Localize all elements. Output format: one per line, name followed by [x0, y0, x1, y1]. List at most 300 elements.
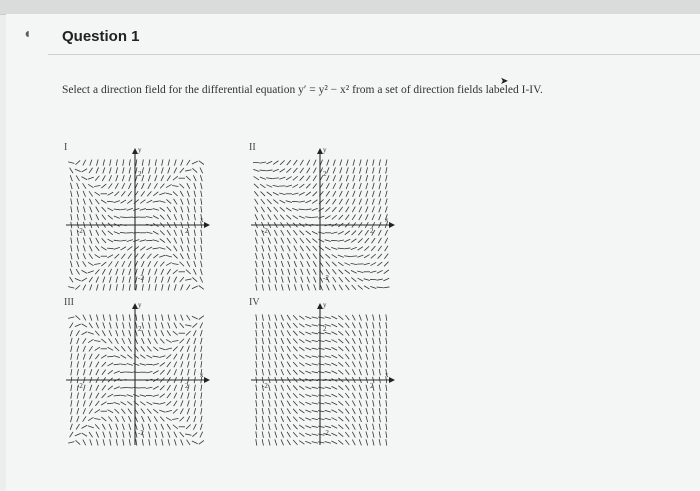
- slope-segment: [155, 439, 156, 445]
- slope-segment: [312, 371, 318, 372]
- slope-segment: [166, 199, 171, 203]
- slope-segment: [110, 284, 111, 290]
- slope-segment: [305, 200, 311, 203]
- slope-segment: [352, 214, 355, 219]
- slope-segment: [286, 177, 291, 180]
- slope-segment: [121, 409, 125, 414]
- slope-segment: [168, 432, 170, 438]
- slope-segment: [187, 408, 189, 414]
- slope-segment: [359, 416, 361, 422]
- slope-segment: [194, 230, 195, 236]
- slope-segment: [186, 176, 191, 180]
- slope-segment: [133, 372, 139, 373]
- slope-segment: [338, 240, 344, 241]
- slope-segment: [96, 369, 99, 375]
- slope-segment: [371, 238, 375, 243]
- slope-segment: [331, 425, 337, 428]
- slope-segment: [281, 439, 284, 445]
- slope-segment: [135, 175, 137, 181]
- slope-segment: [345, 416, 349, 421]
- slope-segment: [332, 254, 337, 257]
- slope-segment: [325, 254, 330, 258]
- slope-segment: [379, 175, 381, 181]
- slope-segment: [299, 370, 304, 374]
- slope-segment: [275, 261, 277, 267]
- slope-segment: [90, 369, 92, 375]
- slope-segment: [148, 330, 150, 336]
- slope-segment: [306, 184, 310, 189]
- slope-segment: [174, 315, 176, 321]
- slope-segment: [71, 346, 72, 352]
- slope-segment: [293, 417, 297, 422]
- slope-segment: [129, 322, 130, 328]
- slope-segment: [300, 253, 303, 259]
- slope-segment: [373, 416, 374, 422]
- slope-segment: [108, 370, 113, 374]
- question-title: Question 1: [62, 28, 140, 45]
- slope-segment: [326, 191, 330, 196]
- slope-segment: [153, 371, 159, 374]
- slope-segment: [114, 395, 120, 396]
- slope-segment: [359, 385, 361, 391]
- slope-segment: [353, 191, 355, 197]
- question-flag-icon[interactable]: ◖: [22, 25, 32, 41]
- direction-field-II[interactable]: [245, 140, 395, 295]
- slope-segment: [123, 314, 124, 320]
- slope-segment: [83, 400, 85, 406]
- slope-segment: [193, 424, 196, 430]
- slope-segment: [153, 201, 159, 202]
- slope-segment: [292, 208, 298, 210]
- slope-segment: [194, 245, 195, 251]
- slope-segment: [255, 214, 258, 220]
- slope-segment: [365, 230, 369, 235]
- slope-segment: [129, 439, 130, 445]
- slope-segment: [102, 175, 105, 181]
- slope-segment: [129, 431, 130, 437]
- slope-segment: [88, 417, 93, 420]
- slope-segment: [281, 385, 284, 391]
- slope-segment: [166, 354, 171, 358]
- slope-segment: [299, 347, 304, 351]
- slope-segment: [167, 269, 170, 274]
- x-tick-label: -2: [77, 227, 83, 235]
- slope-segment: [201, 416, 202, 422]
- slope-segment: [269, 322, 271, 328]
- slope-segment: [300, 160, 303, 166]
- x-arrow: [204, 377, 210, 383]
- slope-segment: [385, 246, 388, 251]
- slope-segment: [155, 269, 157, 275]
- slope-segment: [77, 392, 78, 398]
- slope-segment: [268, 238, 270, 244]
- slope-segment: [254, 176, 259, 179]
- slope-segment: [331, 433, 337, 436]
- slope-segment: [83, 385, 85, 391]
- slope-segment: [305, 387, 311, 389]
- slope-segment: [199, 161, 204, 165]
- slope-segment: [386, 167, 387, 173]
- slope-segment: [149, 167, 151, 173]
- slope-segment: [370, 262, 376, 265]
- slope-segment: [155, 284, 156, 290]
- slope-segment: [103, 322, 105, 328]
- slope-segment: [262, 408, 263, 414]
- slope-segment: [83, 440, 86, 446]
- slope-segment: [174, 277, 177, 283]
- slope-segment: [379, 159, 380, 165]
- slope-segment: [181, 284, 183, 290]
- slope-segment: [331, 363, 337, 366]
- slope-segment: [359, 206, 362, 212]
- slope-segment: [275, 416, 277, 422]
- slope-segment: [262, 361, 263, 367]
- slope-segment: [262, 261, 264, 267]
- slope-segment: [352, 346, 355, 352]
- slope-segment: [114, 402, 120, 404]
- slope-segment: [180, 432, 184, 437]
- slope-segment: [102, 362, 106, 367]
- slope-segment: [77, 400, 79, 406]
- slope-segment: [153, 231, 159, 234]
- slope-segment: [260, 184, 265, 188]
- slope-segment: [70, 269, 72, 275]
- slope-segment: [359, 322, 361, 328]
- slope-segment: [305, 426, 311, 428]
- slope-segment: [345, 370, 349, 375]
- slope-segment: [133, 395, 139, 397]
- slope-segment: [287, 315, 290, 320]
- slope-segment: [146, 355, 152, 358]
- slope-segment: [194, 338, 196, 344]
- direction-field-IV[interactable]: [245, 295, 395, 450]
- slope-segment: [75, 433, 81, 436]
- slope-segment: [70, 175, 72, 181]
- slope-segment: [180, 323, 184, 328]
- slope-segment: [325, 356, 331, 358]
- slope-segment: [359, 346, 361, 352]
- slope-segment: [173, 254, 178, 258]
- slope-segment: [318, 395, 324, 396]
- slope-segment: [135, 269, 137, 275]
- slope-segment: [379, 346, 380, 352]
- slope-segment: [122, 424, 124, 430]
- slope-segment: [160, 207, 165, 211]
- slope-segment: [256, 276, 257, 282]
- slope-segment: [305, 217, 311, 218]
- slope-segment: [379, 338, 380, 344]
- slope-segment: [325, 348, 331, 350]
- slope-segment: [273, 161, 278, 165]
- slope-segment: [333, 285, 336, 291]
- slope-segment: [146, 387, 152, 388]
- slope-segment: [305, 394, 311, 396]
- slope-segment: [120, 387, 126, 388]
- slope-segment: [77, 408, 79, 414]
- slope-segment: [172, 186, 178, 187]
- slope-segment: [273, 200, 278, 204]
- slope-segment: [267, 199, 271, 204]
- slope-segment: [339, 277, 343, 282]
- slope-segment: [307, 160, 310, 166]
- slope-segment: [386, 159, 387, 165]
- slope-segment: [116, 269, 118, 275]
- slope-segment: [82, 270, 88, 273]
- slope-segment: [83, 369, 85, 375]
- slope-segment: [386, 338, 387, 344]
- slope-segment: [116, 167, 118, 173]
- slope-segment: [312, 231, 318, 234]
- slope-segment: [344, 248, 350, 249]
- slope-segment: [338, 425, 343, 429]
- slope-segment: [305, 363, 311, 365]
- slope-segment: [82, 332, 88, 335]
- slope-segment: [88, 184, 93, 187]
- slope-segment: [116, 175, 118, 181]
- slope-segment: [306, 192, 311, 196]
- slope-segment: [379, 206, 381, 212]
- slope-segment: [318, 356, 324, 357]
- slope-segment: [275, 238, 278, 244]
- slope-segment: [148, 183, 151, 189]
- slope-segment: [114, 247, 120, 249]
- slope-segment: [331, 355, 337, 358]
- slope-segment: [281, 315, 284, 321]
- slope-segment: [187, 393, 189, 399]
- slope-segment: [180, 408, 183, 414]
- slope-segment: [107, 403, 113, 404]
- slope-segment: [101, 355, 106, 358]
- slope-segment: [173, 347, 178, 351]
- slope-segment: [281, 393, 284, 399]
- slope-segment: [95, 246, 99, 251]
- slope-segment: [192, 168, 197, 172]
- slope-segment: [266, 185, 272, 188]
- slope-segment: [256, 346, 257, 352]
- slope-segment: [77, 361, 78, 367]
- slope-segment: [292, 184, 298, 187]
- slope-segment: [160, 386, 164, 391]
- slope-segment: [352, 440, 355, 446]
- slope-segment: [300, 168, 304, 173]
- slope-segment: [346, 199, 349, 205]
- slope-segment: [352, 231, 357, 236]
- slope-segment: [352, 393, 355, 399]
- slope-segment: [379, 385, 380, 391]
- slope-segment: [103, 432, 105, 438]
- slope-segment: [384, 254, 388, 259]
- slope-segment: [359, 400, 361, 406]
- slope-segment: [71, 400, 72, 406]
- slope-segment: [142, 284, 143, 290]
- slope-segment: [90, 315, 92, 321]
- slope-segment: [305, 441, 311, 443]
- slope-segment: [173, 270, 178, 274]
- slope-segment: [192, 161, 198, 164]
- slope-segment: [114, 347, 119, 351]
- direction-field-III[interactable]: [60, 295, 210, 450]
- slope-segment: [116, 431, 118, 437]
- slope-segment: [68, 287, 74, 289]
- slope-segment: [332, 207, 336, 212]
- slope-segment: [103, 439, 104, 445]
- slope-segment: [312, 332, 318, 333]
- slope-segment: [83, 354, 85, 360]
- slope-segment: [181, 369, 183, 375]
- slope-segment: [318, 426, 324, 427]
- slope-segment: [260, 162, 266, 163]
- slope-segment: [273, 185, 279, 186]
- slope-segment: [373, 353, 374, 359]
- x-axis-label: x: [385, 371, 389, 379]
- slope-segment: [373, 346, 374, 352]
- slope-segment: [338, 386, 343, 390]
- slope-segment: [373, 431, 374, 437]
- slope-segment: [141, 338, 144, 344]
- slope-segment: [256, 284, 257, 290]
- slope-segment: [201, 361, 202, 367]
- slope-segment: [108, 183, 112, 188]
- slope-segment: [114, 409, 119, 413]
- slope-segment: [89, 409, 93, 414]
- slope-segment: [82, 278, 87, 281]
- slope-segment: [261, 192, 266, 197]
- slope-segment: [269, 338, 271, 344]
- slope-segment: [331, 247, 337, 249]
- slope-segment: [167, 238, 171, 243]
- slope-segment: [299, 363, 304, 367]
- y-tick-label: -2: [138, 429, 144, 437]
- slope-segment: [338, 370, 343, 374]
- slope-segment: [313, 269, 316, 275]
- slope-segment: [305, 209, 311, 210]
- slope-segment: [96, 284, 98, 290]
- slope-segment: [256, 369, 257, 375]
- slope-segment: [262, 276, 263, 282]
- slope-segment: [201, 346, 202, 352]
- slope-segment: [346, 207, 349, 212]
- slope-segment: [83, 214, 85, 220]
- slope-segment: [281, 277, 283, 283]
- slope-segment: [366, 346, 368, 352]
- slope-segment: [71, 353, 72, 359]
- slope-segment: [281, 416, 284, 422]
- slope-segment: [123, 167, 124, 173]
- slope-segment: [306, 231, 311, 235]
- slope-segment: [280, 169, 285, 172]
- slope-segment: [338, 255, 344, 257]
- slope-segment: [77, 416, 79, 422]
- slope-segment: [89, 323, 93, 328]
- slope-segment: [331, 332, 337, 335]
- slope-segment: [121, 254, 125, 259]
- direction-field-I[interactable]: [60, 140, 210, 295]
- slope-segment: [149, 159, 150, 165]
- slope-segment: [288, 277, 290, 283]
- slope-segment: [83, 199, 85, 205]
- slope-segment: [181, 393, 183, 399]
- slope-segment: [149, 314, 150, 320]
- slope-segment: [166, 184, 172, 187]
- slope-segment: [281, 338, 284, 344]
- slope-segment: [286, 168, 291, 172]
- slope-segment: [294, 269, 296, 275]
- slope-segment: [173, 331, 178, 335]
- slope-segment: [123, 284, 124, 290]
- slope-segment: [180, 253, 183, 259]
- slope-segment: [162, 439, 163, 445]
- slope-segment: [82, 425, 88, 428]
- slope-segment: [269, 330, 271, 336]
- slope-segment: [305, 433, 311, 435]
- slope-segment: [300, 238, 304, 243]
- slope-segment: [306, 246, 310, 251]
- slope-segment: [364, 263, 370, 265]
- slope-segment: [262, 253, 264, 259]
- slope-segment: [312, 426, 318, 427]
- slope-segment: [312, 348, 318, 349]
- slope-segment: [167, 207, 171, 212]
- slope-segment: [359, 369, 361, 375]
- slope-segment: [256, 330, 257, 336]
- slope-segment: [141, 409, 145, 414]
- slope-segment: [187, 285, 190, 290]
- slope-segment: [141, 254, 145, 259]
- slope-segment: [269, 424, 271, 430]
- slope-segment: [109, 277, 111, 283]
- slope-segment: [261, 207, 264, 212]
- slope-segment: [275, 346, 277, 352]
- slope-segment: [181, 439, 183, 445]
- slope-segment: [366, 191, 368, 197]
- slope-segment: [386, 416, 387, 422]
- slope-segment: [109, 322, 111, 328]
- slope-segment: [200, 175, 202, 181]
- slope-segment: [180, 168, 184, 173]
- slope-segment: [286, 201, 292, 203]
- slope-segment: [108, 338, 112, 343]
- slope-segment: [154, 183, 157, 188]
- slope-segment: [338, 339, 343, 343]
- slope-segment: [256, 431, 257, 437]
- slope-segment: [318, 411, 324, 412]
- y-axis-label: y: [323, 301, 327, 309]
- slope-segment: [385, 238, 388, 244]
- slope-segment: [331, 347, 337, 350]
- slope-segment: [194, 206, 195, 212]
- slope-segment: [255, 238, 257, 244]
- slope-segment: [102, 393, 106, 398]
- slope-segment: [96, 439, 98, 445]
- slope-segment: [166, 193, 172, 195]
- slope-segment: [288, 269, 290, 275]
- slope-segment: [275, 245, 277, 251]
- slope-segment: [194, 214, 195, 220]
- slope-segment: [332, 199, 336, 204]
- slope-segment: [166, 262, 172, 265]
- slope-segment: [129, 276, 130, 282]
- slope-segment: [364, 246, 369, 250]
- slope-segment: [299, 184, 304, 188]
- slope-segment: [199, 440, 204, 444]
- slope-segment: [378, 254, 382, 259]
- slope-segment: [275, 354, 277, 360]
- slope-segment: [82, 324, 87, 327]
- slope-segment: [275, 253, 277, 259]
- slope-segment: [301, 269, 303, 275]
- slope-segment: [372, 214, 375, 220]
- slope-segment: [333, 183, 336, 189]
